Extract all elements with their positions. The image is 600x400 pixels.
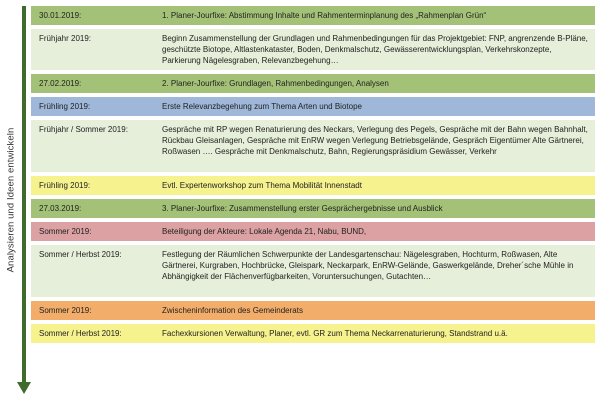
side-label-text: Analysieren und Ideen entwickeln — [5, 127, 17, 273]
row-date: Sommer 2019: — [39, 306, 92, 315]
row-date: Frühling 2019: — [39, 102, 91, 111]
row-text: Fachexkursionen Verwaltung, Planer, evtl. GR zum Thema Neckarrenaturierung, Standstrand u.ä. — [162, 329, 508, 338]
row-text: 2. Planer-Jourfixe: Grundlagen, Rahmenbedingungen, Analysen — [162, 79, 389, 88]
timeline-arrow-line — [22, 6, 26, 384]
row-text: Festlegung der Räumlichen Schwerpunkte der Landesgartenschau: Nägelesgraben, Hochturm, Roßwasen, Alte Gärtnerei, Kurgraben, Hochbrücke, Gleispark, Neckarpark, EnRW-Gelände, Gaswerkgelände, Dreher´sche Mühle in Abhängigkeit der Flächenverfügbarkeiten, Voruntersuchungen, Gutachten… — [162, 250, 574, 281]
row-date: Sommer / Herbst 2019: — [39, 250, 122, 259]
row-date: 27.02.2019: — [39, 79, 82, 88]
timeline-row — [31, 120, 595, 172]
timeline-row — [31, 176, 595, 195]
timeline-row — [31, 29, 595, 70]
row-date: Sommer / Herbst 2019: — [39, 329, 122, 338]
timeline-row — [31, 324, 595, 343]
timeline-row — [31, 97, 595, 116]
timeline-rows — [31, 6, 595, 347]
row-text: Evtl. Expertenworkshop zum Thema Mobilität Innenstadt — [162, 181, 362, 190]
row-date: Frühjahr 2019: — [39, 34, 92, 43]
timeline-arrow-head — [17, 382, 31, 394]
timeline-row — [31, 245, 595, 297]
row-date: Frühjahr / Sommer 2019: — [39, 125, 128, 134]
row-text: Zwischeninformation des Gemeinderats — [162, 306, 303, 315]
side-label — [0, 0, 22, 400]
row-date: 30.01.2019: — [39, 11, 82, 20]
row-date: 27.03.2019: — [39, 204, 82, 213]
row-text: Beteiligung der Akteure: Lokale Agenda 21, Nabu, BUND, — [162, 227, 367, 236]
row-date: Sommer 2019: — [39, 227, 92, 236]
row-text: Gespräche mit RP wegen Renaturierung des Neckars, Verlegung des Pegels, Gespräche mit der Bahn wegen Bahnhalt, Rückbau Gleisanlagen, Gespräche mit EnRW wegen Verlegung Betriebsgelände, Gespräch Eigentümer Alte Gärtnerei, Roßwasen …. Gespräche mit Denkmalschutz, Bahn, Regierungspräsidium Gewässer, Verkehr — [162, 125, 588, 156]
row-text: 3. Planer-Jourfixe: Zusammenstellung erster Gesprächergebnisse und Ausblick — [162, 204, 443, 213]
timeline-row — [31, 6, 595, 25]
row-text: 1. Planer-Jourfixe: Abstimmung Inhalte und Rahmenterminplanung des „Rahmenplan Grün“ — [162, 11, 487, 20]
row-date: Frühling 2019: — [39, 181, 91, 190]
row-text: Beginn Zusammenstellung der Grundlagen und Rahmenbedingungen für das Projektgebiet: FNP, angrenzende B-Pläne, geschützte Biotope, Altlastenkataster, Boden, Denkmalschutz, Gewässerentwicklungsplan, Verkehrskonzepte, Parkierung Nägelesgraben, Relevanzbegehung… — [162, 34, 588, 65]
timeline-row — [31, 222, 595, 241]
timeline-row — [31, 199, 595, 218]
timeline-row — [31, 301, 595, 320]
timeline-row — [31, 74, 595, 93]
row-text: Erste Relevanzbegehung zum Thema Arten und Biotope — [162, 102, 362, 111]
